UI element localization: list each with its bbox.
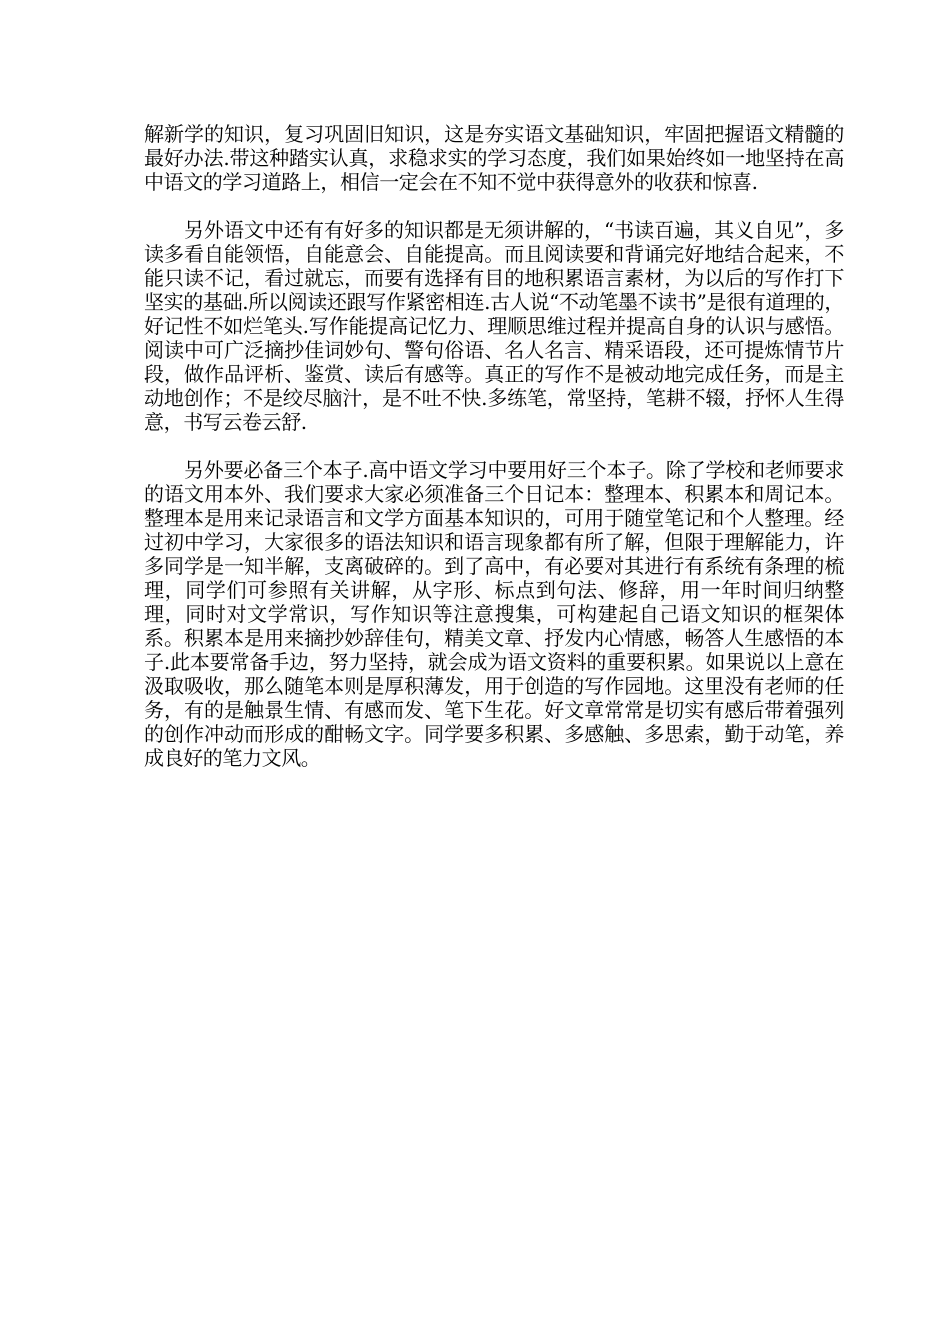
paragraph-3: 另外要必备三个本子.高中语文学习中要用好三个本子。除了学校和老师要求的语文用本外、我们要求大家必须准备三个日记本：整理本、积累本和周记本。整理本是用来记录语言和文学方面基本知识的，可用于随堂笔记和个人整理。经过初中学习，大家很多的语法知识和语言现象都有所了解，但限于理解能力，许多同学是一知半解，支离破碎的。到了高中，有必要对其进行有系统有条理的梳理，同学们可参照有关讲解，从字形、标点到句法、修辞，用一年时间归纳整理，同时对文学常识，写作知识等注意搜集，可构建起自己语文知识的框架体系。积累本是用来摘抄妙辞佳句，精美文章、抒发内心情感，畅答人生感悟的本子.此本要常备手边，努力坚持，就会成为语文资料的重要积累。如果说以上意在汲取吸收，那么随笔本则是厚积薄发，用于创造的写作园地。这里没有老师的任务，有的是触景生情、有感而发、笔下生花。好文章常常是切实有感后带着强列的创作冲动而形成的酣畅文字。同学要多积累、多感触、多思索，勤于动笔，养成良好的笔力文风。	[144, 458, 844, 770]
paragraph-1: 解新学的知识，复习巩固旧知识，这是夯实语文基础知识，牢固把握语文精髓的最好办法.带这种踏实认真，求稳求实的学习态度，我们如果始终如一地坚持在高中语文的学习道路上，相信一定会在不知不觉中获得意外的收获和惊喜.	[144, 122, 844, 194]
document-page	[144, 122, 844, 770]
paragraph-2: 另外语文中还有有好多的知识都是无须讲解的，“书读百遍，其义自见”，多读多看自能领悟，自能意会、自能提高。而且阅读要和背诵完好地结合起来，不能只读不记，看过就忘，而要有选择有目的地积累语言素材，为以后的写作打下坚实的基础.所以阅读还跟写作紧密相连.古人说“不动笔墨不读书”是很有道理的，好记性不如烂笔头.写作能提高记忆力、理顺思维过程并提高自身的认识与感悟。阅读中可广泛摘抄佳词妙句、警句俗语、名人名言、精采语段，还可提炼情节片段，做作品评析、鉴赏、读后有感等。真正的写作不是被动地完成任务，而是主动地创作；不是绞尽脑汁，是不吐不快.多练笔，常坚持，笔耕不辍，抒怀人生得意，书写云卷云舒.	[144, 218, 844, 434]
